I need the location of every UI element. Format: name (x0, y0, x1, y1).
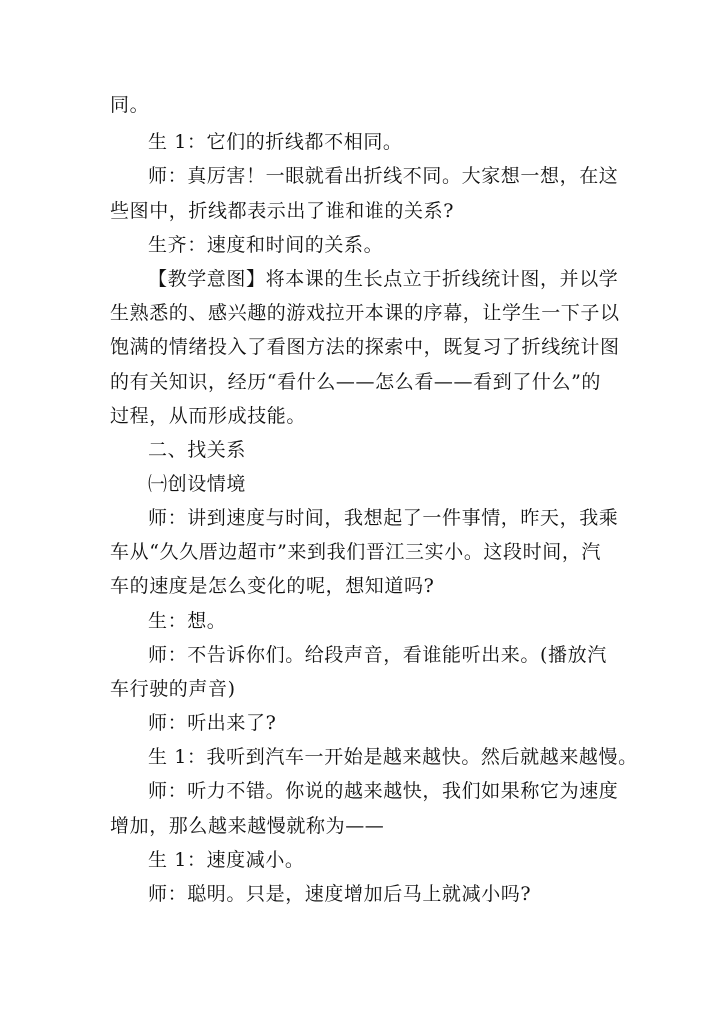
text-line: 师：听出来了? (148, 712, 277, 734)
text-line: 些图中，折线都表示出了谁和谁的关系? (110, 200, 454, 222)
text-line: 过程，从而形成技能。 (110, 405, 307, 427)
text-line: 生 1：它们的折线都不相同。 (148, 131, 403, 153)
text-line: 师：听力不错。你说的越来越快，我们如果称它为速度 (148, 780, 619, 802)
text-line: 师：不告诉你们。给段声音，看谁能听出来。(播放汽 (148, 644, 607, 666)
subsection-heading: ㈠创设情境 (148, 473, 247, 495)
text-line: 增加，那么越来越慢就称为—— (110, 815, 385, 837)
text-line: 同。 (110, 94, 150, 116)
text-line: 车从“久久厝边超市”来到我们晋江三实小。这段时间，汽 (110, 541, 602, 563)
text-line: 车的速度是怎么变化的呢，想知道吗? (110, 575, 435, 597)
section-heading: 二、找关系 (148, 439, 247, 461)
text-line: 【教学意图】将本课的生长点立于折线统计图，并以学 (148, 268, 619, 290)
text-line: 车行驶的声音) (110, 678, 236, 700)
text-line: 生 1：我听到汽车一开始是越来越快。然后就越来越慢。 (148, 746, 638, 768)
text-line: 生齐：速度和时间的关系。 (148, 234, 384, 256)
text-line: 生熟悉的、感兴趣的游戏拉开本课的序幕，让学生一下子以 (110, 302, 620, 324)
text-line: 生 1：速度减小。 (148, 849, 305, 871)
text-line: 生：想。 (148, 610, 227, 632)
text-line: 师：讲到速度与时间，我想起了一件事情，昨天，我乘 (148, 507, 619, 529)
text-line: 的有关知识，经历“看什么——怎么看——看到了什么”的 (110, 371, 602, 393)
text-line: 师：真厉害！一眼就看出折线不同。大家想一想，在这 (148, 165, 619, 187)
text-line: 师：聪明。只是，速度增加后马上就减小吗? (148, 883, 532, 905)
text-line: 饱满的情绪投入了看图方法的探索中，既复习了折线统计图 (110, 336, 620, 358)
